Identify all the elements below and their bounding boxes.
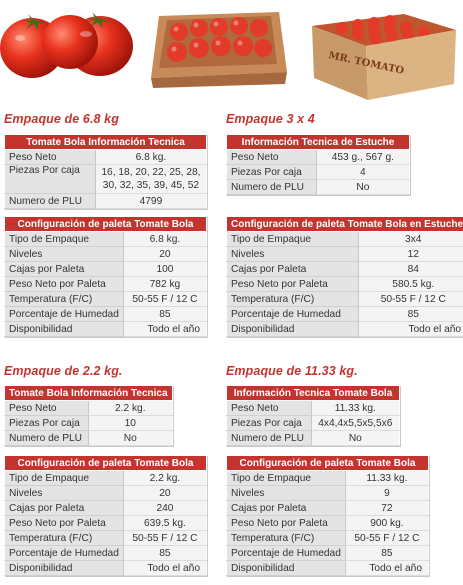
table-title: Configuración de paleta Tomate Bola [5, 217, 207, 232]
table-row [5, 486, 207, 501]
row-label: Disponibilidad [5, 561, 124, 576]
row-value: Todo el año [345, 561, 428, 576]
row-label: Disponibilidad [227, 322, 359, 337]
table-row [5, 501, 207, 516]
row-label: Porcentaje de Humedad [5, 307, 124, 322]
row-label: Porcentaje de Humedad [227, 307, 359, 322]
table-row [227, 232, 463, 247]
table-row [5, 277, 207, 292]
row-label: Porcentaje de Humedad [5, 546, 124, 561]
tomato-tray-photo [147, 6, 289, 88]
row-value: 72 [345, 501, 428, 516]
info-table [226, 134, 410, 195]
row-label: Peso Neto [5, 401, 89, 416]
row-label: Disponibilidad [227, 561, 346, 576]
table-row [227, 516, 429, 531]
table-row [5, 232, 207, 247]
row-label: Disponibilidad [5, 322, 124, 337]
row-label: Piezas Por caja [227, 416, 312, 431]
tomatoes-photo [0, 4, 136, 86]
table-row [227, 292, 463, 307]
row-value: 580.5 kg. [359, 277, 463, 292]
table-row [227, 561, 429, 576]
row-value: 6.8 kg. [95, 150, 206, 165]
table-row [5, 247, 207, 262]
table-row [5, 292, 207, 307]
row-value: 2.2 kg. [88, 401, 172, 416]
row-value: 85 [123, 546, 206, 561]
table-title: Configuración de paleta Tomate Bola en Estuche [227, 217, 463, 232]
pallet-table [4, 216, 207, 337]
row-value: 2.2 kg. [123, 471, 206, 486]
row-value: 85 [359, 307, 463, 322]
row-value: 85 [345, 546, 428, 561]
row-label: Peso Neto [227, 150, 317, 165]
table-row [227, 180, 410, 195]
row-label: Numero de PLU [227, 431, 312, 446]
row-label: Cajas por Paleta [5, 262, 124, 277]
info-table [226, 385, 400, 446]
row-label: Peso Neto por Paleta [227, 516, 346, 531]
row-label: Peso Neto [5, 150, 96, 165]
table-row [5, 165, 207, 194]
row-label: Tipo de Empaque [227, 471, 346, 486]
section-heading: Empaque 3 x 4 [226, 112, 315, 126]
table-title: Configuración de paleta Tomate Bola [227, 456, 429, 471]
table-row [5, 471, 207, 486]
row-label: Tipo de Empaque [5, 471, 124, 486]
row-label: Tipo de Empaque [227, 232, 359, 247]
table-row [227, 431, 400, 446]
row-value: 4799 [95, 194, 206, 209]
table-row [227, 531, 429, 546]
row-label: Temperatura (F/C) [5, 292, 124, 307]
row-value: 20 [123, 247, 206, 262]
table-row [227, 322, 463, 337]
row-label: Peso Neto por Paleta [5, 277, 124, 292]
table-title: Tomate Bola Información Tecnica [5, 135, 207, 150]
row-value: 453 g., 567 g. [316, 150, 409, 165]
table-row [5, 431, 173, 446]
row-label: Niveles [5, 486, 124, 501]
table-row [5, 194, 207, 209]
table-row [5, 531, 207, 546]
row-value: Todo el año [359, 322, 463, 337]
row-label: Niveles [227, 247, 359, 262]
row-value: 9 [345, 486, 428, 501]
mr-tomato-box-photo [308, 0, 460, 104]
row-value: 20 [123, 486, 206, 501]
row-value: No [88, 431, 172, 446]
row-label: Cajas por Paleta [5, 501, 124, 516]
table-row [5, 150, 207, 165]
table-row [227, 307, 463, 322]
row-value: No [316, 180, 409, 195]
row-value: 100 [123, 262, 206, 277]
row-label: Temperatura (F/C) [227, 531, 346, 546]
row-label: Piezas Por caja [5, 165, 96, 194]
row-value: 10 [88, 416, 172, 431]
table-title: Información Tecnica Tomate Bola [227, 386, 400, 401]
row-label: Peso Neto por Paleta [227, 277, 359, 292]
row-label: Porcentaje de Humedad [227, 546, 346, 561]
row-value: 3x4 [359, 232, 463, 247]
row-value: Todo el año [123, 322, 206, 337]
row-label: Peso Neto [227, 401, 312, 416]
table-row [5, 546, 207, 561]
row-value: 84 [359, 262, 463, 277]
row-label: Piezas Por caja [5, 416, 89, 431]
row-value: 639.5 kg. [123, 516, 206, 531]
table-row [227, 165, 410, 180]
row-value: Todo el año [123, 561, 206, 576]
row-value: 6.8 kg. [123, 232, 206, 247]
table-title: Configuración de paleta Tomate Bola [5, 456, 207, 471]
row-label: Numero de PLU [5, 431, 89, 446]
row-value: 900 kg. [345, 516, 428, 531]
table-row [227, 486, 429, 501]
pallet-table [226, 216, 463, 337]
row-value: 782 kg [123, 277, 206, 292]
row-label: Tipo de Empaque [5, 232, 124, 247]
row-value: 50-55 F / 12 C [123, 292, 206, 307]
row-value: 16, 18, 20, 22, 25, 28, 30, 32, 35, 39, 45, 52 [95, 165, 206, 194]
table-row [5, 416, 173, 431]
info-table [4, 134, 207, 209]
table-row [5, 561, 207, 576]
table-row [5, 262, 207, 277]
table-row [227, 416, 400, 431]
table-row [5, 322, 207, 337]
table-row [227, 546, 429, 561]
row-value: 50-55 F / 12 C [345, 531, 428, 546]
row-value: 4x4,4x5,5x5,5x6 [311, 416, 399, 431]
row-value: 50-55 F / 12 C [359, 292, 463, 307]
section-heading: Empaque de 2.2 kg. [4, 364, 123, 378]
row-value: 85 [123, 307, 206, 322]
section-heading: Empaque de 6.8 kg [4, 112, 119, 126]
row-label: Peso Neto por Paleta [5, 516, 124, 531]
table-row [227, 150, 410, 165]
table-row [5, 307, 207, 322]
table-row [5, 516, 207, 531]
row-value: 4 [316, 165, 409, 180]
row-value: No [311, 431, 399, 446]
row-value: 11.33 kg. [345, 471, 428, 486]
table-row [227, 401, 400, 416]
table-row [227, 277, 463, 292]
row-value: 12 [359, 247, 463, 262]
table-title: Tomate Bola Información Tecnica [5, 386, 173, 401]
table-row [227, 247, 463, 262]
box-label: MR. TOMATO [327, 50, 405, 77]
row-label: Niveles [227, 486, 346, 501]
table-title: Información Tecnica de Estuche [227, 135, 410, 150]
row-label: Temperatura (F/C) [227, 292, 359, 307]
info-table [4, 385, 173, 446]
row-value: 50-55 F / 12 C [123, 531, 206, 546]
table-row [5, 401, 173, 416]
row-label: Numero de PLU [227, 180, 317, 195]
table-row [227, 501, 429, 516]
row-value: 11.33 kg. [311, 401, 399, 416]
pallet-table [4, 455, 207, 576]
row-label: Niveles [5, 247, 124, 262]
row-label: Piezas Por caja [227, 165, 317, 180]
row-label: Numero de PLU [5, 194, 96, 209]
pallet-table [226, 455, 429, 576]
table-row [227, 471, 429, 486]
row-label: Cajas por Paleta [227, 501, 346, 516]
row-label: Cajas por Paleta [227, 262, 359, 277]
row-label: Temperatura (F/C) [5, 531, 124, 546]
section-heading: Empaque de 11.33 kg. [226, 364, 358, 378]
row-value: 240 [123, 501, 206, 516]
table-row [227, 262, 463, 277]
